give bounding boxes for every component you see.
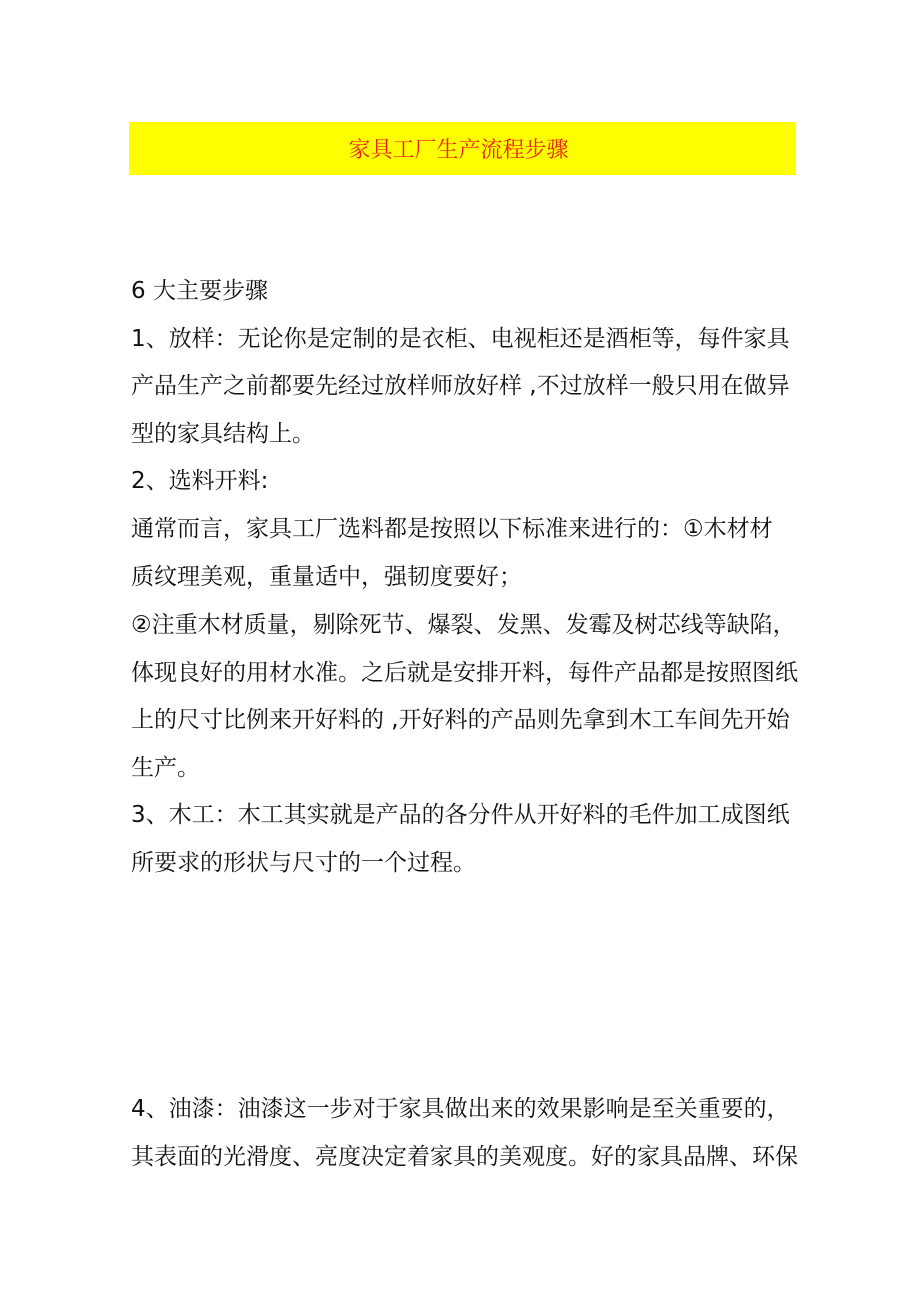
text-line: 上的尺寸比例来开好料的 ,开好料的产品则先拿到木工车间先开始	[131, 707, 790, 733]
text-line: 3、木工：木工其实就是产品的各分件从开好料的毛件加工成图纸	[131, 802, 790, 828]
text-line: 型的家具结构上。	[131, 421, 315, 447]
text-line: 所要求的形状与尺寸的一个过程。	[131, 850, 476, 876]
title-banner	[129, 122, 796, 175]
text-line: 体现良好的用材水准。之后就是安排开料，每件产品都是按照图纸	[131, 660, 798, 686]
text-line: 其表面的光滑度、亮度决定着家具的美观度。好的家具品牌、环保	[131, 1144, 798, 1170]
text-line: 2、选料开料:	[131, 468, 269, 494]
text-line: 4、油漆：油漆这一步对于家具做出来的效果影响是至关重要的，	[131, 1096, 790, 1122]
text-line: ②注重木材质量，剔除死节、爆裂、发黑、发霉及树芯线等缺陷，	[131, 612, 796, 638]
text-line: 质纹理美观，重量适中，强韧度要好；	[131, 564, 522, 590]
text-line: 1、放样：无论你是定制的是衣柜、电视柜还是酒柜等，每件家具	[131, 326, 790, 352]
text-line: 产品生产之前都要先经过放样师放好样 ,不过放样一般只用在做异	[131, 373, 790, 399]
text-line: 通常而言，家具工厂选料都是按照以下标准来进行的：①木材材	[131, 516, 773, 542]
section-heading: 6 大主要步骤	[131, 278, 268, 304]
document-title: 家具工厂生产流程步骤	[348, 138, 569, 163]
text-line: 生产。	[131, 755, 200, 781]
